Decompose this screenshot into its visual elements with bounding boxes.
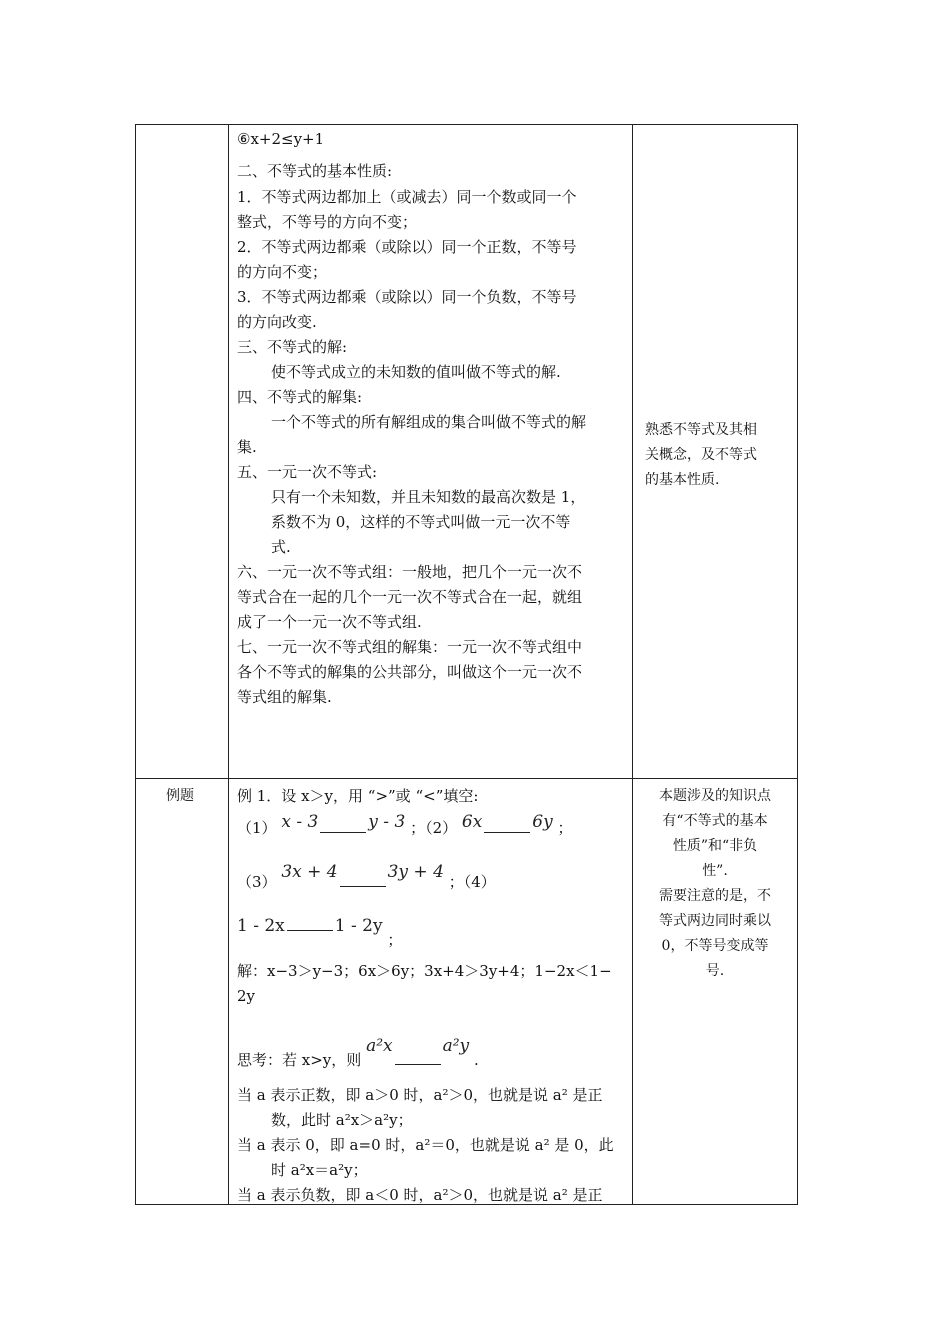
row-divider: [136, 778, 797, 779]
note-line: 性”.: [702, 863, 728, 879]
separator: ；: [387, 931, 403, 949]
note-line: 有“不等式的基本: [662, 813, 768, 829]
system-def-line3: 成了一个一元一次不等式组.: [237, 613, 422, 631]
solution-line-1: 解：x−3＞y−3；6x＞6y；3x+4＞3y+4；1−2x＜1−: [237, 962, 612, 980]
heading-solution: 三、不等式的解:: [237, 338, 348, 356]
linear-def-line2: 系数不为 0，这样的不等式叫做一元一次不等: [271, 513, 571, 531]
math-3y-plus-4: 3y + 4: [387, 862, 444, 882]
row-label-example: 例题: [166, 788, 194, 804]
property-3-line1: 3．不等式两边都乘（或除以）同一个负数，不等号: [237, 288, 577, 306]
note-line: 本题涉及的知识点: [659, 788, 771, 804]
linear-def-line1: 只有一个未知数，并且未知数的最高次数是 1，: [271, 488, 586, 506]
note-line: 等式两边同时乘以: [659, 913, 771, 929]
answer-blank-5[interactable]: [395, 1050, 441, 1065]
math-x-minus-3: x - 3: [281, 812, 319, 832]
answer-blank-4[interactable]: [287, 910, 333, 931]
part-4-label: ；（4）: [448, 873, 496, 891]
example-intro: 例 1．设 x＞y，用 “>”或 “<”填空:: [237, 787, 479, 805]
math-1-minus-2y: 1 - 2y: [334, 916, 383, 936]
property-2-line1: 2．不等式两边都乘（或除以）同一个正数，不等号: [237, 238, 577, 256]
think-question: [237, 1036, 479, 1070]
system-solution-line1: 七、一元一次不等式组的解集：一元一次不等式组中: [237, 638, 583, 656]
case-positive-line2: 数，此时 a²x＞a²y；: [271, 1111, 413, 1129]
note-line: 熟悉不等式及其相: [645, 422, 757, 438]
think-label: 思考：若 x>y，则: [237, 1051, 362, 1069]
case-positive-line1: 当 a 表示正数，即 a＞0 时，a²＞0，也就是说 a² 是正: [237, 1086, 603, 1104]
item-6: ⑥x+2≤y+1: [237, 130, 325, 148]
system-solution-line2: 各个不等式的解集的公共部分，叫做这个一元一次不: [237, 663, 583, 681]
math-a2x: a²x: [366, 1036, 393, 1056]
note-line: 关概念，及不等式: [645, 447, 757, 463]
example-row-3: [237, 910, 403, 949]
case-zero-line1: 当 a 表示 0，即 a=0 时，a²＝0，也就是说 a² 是 0，此: [237, 1136, 614, 1154]
math-6x: 6x: [461, 812, 483, 832]
part-2-label: ；（2）: [410, 819, 458, 837]
property-1-line2: 整式，不等号的方向不变；: [237, 213, 418, 231]
note-line: 需要注意的是，不: [659, 888, 771, 904]
heading-solution-set: 四、不等式的解集:: [237, 388, 363, 406]
separator: ；: [557, 819, 573, 837]
system-def-line2: 等式合在一起的几个一元一次不等式合在一起，就组: [237, 588, 583, 606]
answer-blank-2[interactable]: [484, 818, 530, 833]
note-line: 0，不等号变成等: [661, 938, 769, 954]
math-6y: 6y: [532, 812, 553, 832]
math-3x-plus-4: 3x + 4: [281, 862, 338, 882]
solution-set-line1: 一个不等式的所有解组成的集合叫做不等式的解: [271, 413, 587, 431]
column-divider-left: [228, 125, 229, 1204]
answer-blank-1[interactable]: [320, 818, 366, 833]
part-3-label: （3）: [237, 873, 277, 891]
period: .: [473, 1051, 479, 1069]
linear-def-line3: 式.: [271, 538, 291, 556]
solution-line-2: 2y: [237, 987, 256, 1005]
part-1-label: （1）: [237, 819, 277, 837]
case-zero-line2: 时 a²x＝a²y；: [271, 1161, 368, 1179]
column-divider-right: [632, 125, 633, 1204]
system-def-line1: 六、一元一次不等式组：一般地，把几个一元一次不: [237, 563, 583, 581]
heading-basic-properties: 二、不等式的基本性质:: [237, 162, 393, 180]
math-y-minus-3: y - 3: [368, 812, 406, 832]
solution-definition: 使不等式成立的未知数的值叫做不等式的解.: [271, 363, 561, 381]
heading-linear-inequality: 五、一元一次不等式:: [237, 463, 378, 481]
note-line: 号.: [705, 963, 725, 979]
note-line: 的基本性质.: [645, 472, 720, 488]
note-line: 性质”和“非负: [672, 838, 758, 854]
property-1-line1: 1．不等式两边都加上（或减去）同一个数或同一个: [237, 188, 577, 206]
property-2-line2: 的方向不变；: [237, 263, 328, 281]
example-row-1: [237, 812, 573, 838]
solution-set-line2: 集.: [237, 438, 257, 456]
example-row-2: [237, 862, 496, 892]
system-solution-line3: 等式组的解集.: [237, 688, 332, 706]
property-3-line2: 的方向改变.: [237, 313, 317, 331]
answer-blank-3[interactable]: [340, 872, 386, 887]
case-negative-line1: 当 a 表示负数，即 a＜0 时，a²＞0，也就是说 a² 是正: [237, 1186, 603, 1204]
math-1-minus-2x: 1 - 2x: [237, 916, 285, 936]
math-a2y: a²y: [442, 1036, 470, 1056]
